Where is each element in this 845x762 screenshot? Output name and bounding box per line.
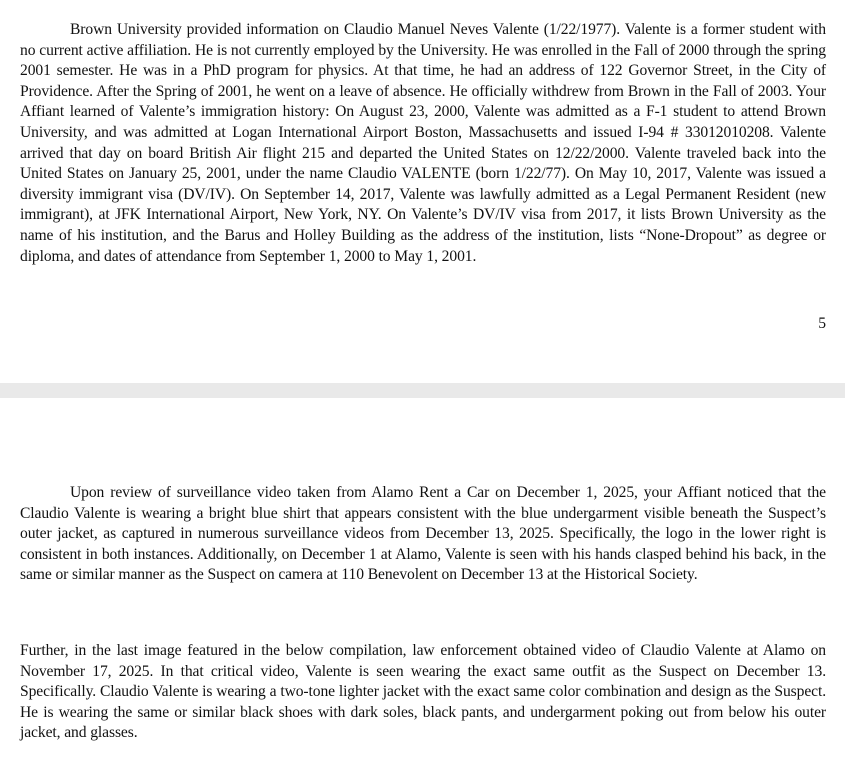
document-page-bottom (0, 398, 845, 762)
paragraph-surveillance-review: Upon review of surveillance video taken from Alamo Rent a Car on December 1, 2025, your Affiant noticed that the Claudio Valente is wearing a bright blue shirt that appears consistent with the blue undergarment visible beneath the Suspect’s outer jacket, as captured in numerous surveillance videos from December 13, 2025. Specifically, the logo in the lower right is consistent in both instances. Additionally, on December 1 at Alamo, Valente is seen with his hands clasped behind his back, in the same or similar manner as the Suspect on camera at 110 Benevolent on December 13 at the Historical Society. (20, 484, 826, 584)
paragraph-alamo-video: Further, in the last image featured in the below compilation, law enforcement obtained video of Claudio Valente at Alamo on November 17, 2025. In that critical video, Valente is seen wearing the exact same outfit as the Suspect on December 13. Specifically. Claudio Valente is wearing a two-tone lighter jacket with the exact same color combination and design as the Suspect. He is wearing the same or similar black shoes with dark soles, black pants, and undergarment poking out from below his outer jacket, and glasses. (20, 642, 826, 742)
paragraph-brown-university-record: Brown University provided information on Claudio Manuel Neves Valente (1/22/1977). Valente is a former student with no current active affiliation. He is not currently employed by the University. He was enrolled in the Fall of 2000 through the spring 2001 semester. He was in a PhD program for physics. At that time, he had an address of 122 Governor Street, in the City of Providence. After the Spring of 2001, he went on a leave of absence. He officially withdrew from Brown in the Fall of 2003. Your Affiant learned of Valente’s immigration history: On August 23, 2000, Valente was admitted as a F-1 student to attend Brown University, and was admitted at Logan International Airport Boston, Massachusetts and issued I-94 # 33012010208. Valente arrived that day on board British Air flight 215 and departed the United States on 12/22/2000. Valente traveled back into the United States on January 25, 2001, under the name Claudio VALENTE (born 1/22/77). On May 10, 2017, Valente was issued a diversity immigrant visa (DV/IV). On September 14, 2017, Valente was lawfully admitted as a Legal Permanent Resident (new immigrant), at JFK International Airport, New York, NY. On Valente’s DV/IV visa from 2017, it lists Brown University as the name of his institution, and the Barus and Holley Building as the address of the institution, lists “None-Dropout” as degree or diploma, and dates of attendance from September 1, 2000 to May 1, 2001. (20, 21, 826, 265)
page-number: 5 (818, 315, 826, 332)
page-separator (0, 383, 845, 398)
